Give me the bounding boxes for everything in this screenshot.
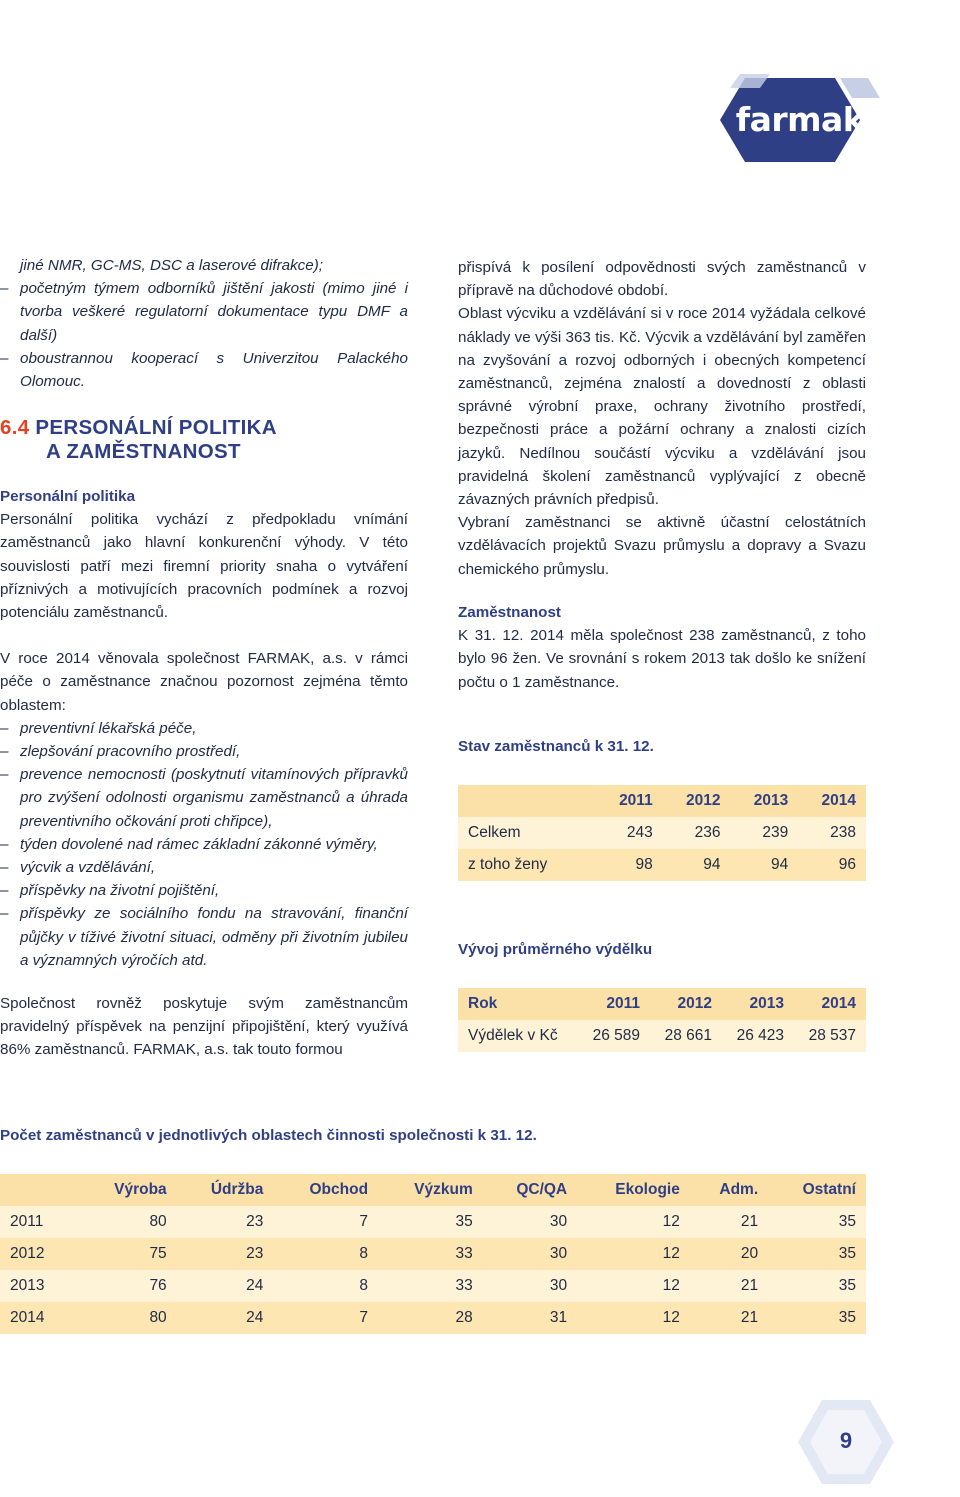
- table-cell: 35: [768, 1238, 866, 1270]
- table-cell: 24: [177, 1270, 274, 1302]
- table-cell: 26 423: [722, 1020, 794, 1052]
- table-cell: 12: [577, 1238, 690, 1270]
- table-cell: 12: [577, 1302, 690, 1334]
- table-header-cell: Výroba: [80, 1174, 177, 1206]
- paragraph: Oblast výcviku a vzdělávání si v roce 2014 vyžádala celkové náklady ve výši 363 tis. Kč. Výcvik a vzdělávání byl zaměřen na zvyšování a rozvoj odborných i obecných kompetencí zaměstnanců, zejména znalostí a dovedností z oblasti správné výrobní praxe, ochrany životního prostředí, bezpečnosti práce a požární ochrany a znalosti cizích jazyků. Nedílnou součástí výcviku a vzdělávání jsou pravidelná školení zaměstnanců vyplývající z obecně závazných právních předpisů.: [458, 305, 866, 509]
- table-header-cell: 2013: [722, 988, 794, 1020]
- table-cell: 35: [768, 1206, 866, 1238]
- table-cell: 31: [483, 1302, 577, 1334]
- table-header-cell: 2014: [798, 785, 866, 817]
- table-cell: 94: [663, 849, 731, 881]
- table-cell: 8: [273, 1270, 378, 1302]
- table-cell: 28: [378, 1302, 483, 1334]
- table-cell: 21: [690, 1206, 768, 1238]
- table-row: [458, 817, 866, 849]
- table-cell: 21: [690, 1270, 768, 1302]
- table-header-cell: Ostatní: [768, 1174, 866, 1206]
- section-title-line2: A ZAMĚSTNANOST: [46, 440, 241, 463]
- table-header-cell: Adm.: [690, 1174, 768, 1206]
- table-cell: 28 661: [650, 1020, 722, 1052]
- farmak-logo: [700, 70, 880, 170]
- table-header-row: [458, 785, 866, 817]
- list-item: – příspěvky na životní pojištění,: [0, 879, 408, 902]
- table-cell: 30: [483, 1270, 577, 1302]
- table-cell: 236: [663, 817, 731, 849]
- table-cell: 33: [378, 1270, 483, 1302]
- list-item: – týden dovolené nad rámec základní zákonné výměry,: [0, 833, 408, 856]
- table-cell: 7: [273, 1302, 378, 1334]
- table-cell: 2013: [0, 1270, 80, 1302]
- employment-text: K 31. 12. 2014 měla společnost 238 zaměstnanců, z toho bylo 96 žen. Ve srovnání s rokem 2013 tak došlo ke snížení počtu o 1 zaměstnance.: [458, 627, 866, 691]
- table-cell: 80: [80, 1206, 177, 1238]
- table-cell: Celkem: [458, 817, 596, 849]
- table-cell: 23: [177, 1206, 274, 1238]
- list-item: – prevence nemocnosti (poskytnutí vitamínových přípravků pro zvýšení odolnosti organismu zaměstnanců a úhrada preventivního očkování proti chřipce),: [0, 763, 408, 833]
- table-row: [0, 1270, 866, 1302]
- table-header-cell: QC/QA: [483, 1174, 577, 1206]
- left-list-continued: [0, 254, 408, 393]
- table-cell: 30: [483, 1238, 577, 1270]
- table-cell: 21: [690, 1302, 768, 1334]
- table-header-cell: Rok: [458, 988, 578, 1020]
- table-cell: 35: [768, 1270, 866, 1302]
- table-row: [0, 1302, 866, 1334]
- list-item: – zlepšování pracovního prostředí,: [0, 740, 408, 763]
- table-row: [0, 1238, 866, 1270]
- staff-table: [458, 785, 866, 881]
- list-item: – příspěvky ze sociálního fondu na stravování, finanční půjčky v tíživé životní situaci, odměny při životním jubileu a významných výročích atd.: [0, 902, 408, 972]
- table-header-cell: [0, 1174, 80, 1206]
- table-cell: 30: [483, 1206, 577, 1238]
- table-cell: 33: [378, 1238, 483, 1270]
- section-title-line1: PERSONÁLNÍ POLITIKA: [35, 416, 277, 439]
- table-header-row: [458, 988, 866, 1020]
- table-cell: 26 589: [578, 1020, 650, 1052]
- table-cell: 2014: [0, 1302, 80, 1334]
- table-cell: 75: [80, 1238, 177, 1270]
- table-cell: z toho ženy: [458, 849, 596, 881]
- table-cell: 12: [577, 1270, 690, 1302]
- list-item: – výcvik a vzdělávání,: [0, 856, 408, 879]
- employment-heading: Zaměstnanost: [458, 604, 561, 621]
- table-row: [458, 1020, 866, 1052]
- staff-table-title: Stav zaměstnanců k 31. 12.: [458, 738, 654, 755]
- table-header-cell: [458, 785, 596, 817]
- table-row: [458, 849, 866, 881]
- table-cell: 243: [596, 817, 663, 849]
- table-cell: 24: [177, 1302, 274, 1334]
- table-cell: 23: [177, 1238, 274, 1270]
- paragraph: přispívá k posílení odpovědnosti svých zaměstnanců v přípravě na důchodové období.: [458, 259, 866, 300]
- table-header-cell: 2013: [730, 785, 798, 817]
- table-cell: 20: [690, 1238, 768, 1270]
- list-item: – preventivní lékařská péče,: [0, 717, 408, 740]
- table-header-cell: Obchod: [273, 1174, 378, 1206]
- table-cell: 94: [730, 849, 798, 881]
- dept-table: [0, 1174, 866, 1334]
- left-text-block: [0, 485, 408, 972]
- subheading: Personální politika: [0, 488, 136, 505]
- list-item: – početným týmem odborníků jištění jakosti (mimo jiné i tvorba veškeré regulatorní dokumentace typu DMF a další): [0, 277, 408, 347]
- paragraph: Společnost rovněž poskytuje svým zaměstnancům pravidelný příspěvek na penzijní připojištění, který využívá 86% zaměstnanců. FARMAK, a.s. tak touto formou: [0, 995, 408, 1059]
- wage-table: [458, 988, 866, 1052]
- right-text-block: [458, 256, 866, 581]
- table-header-cell: 2012: [650, 988, 722, 1020]
- table-header-cell: 2014: [794, 988, 866, 1020]
- table-row: [0, 1206, 866, 1238]
- table-cell: 7: [273, 1206, 378, 1238]
- logo-text: farmak: [735, 100, 865, 139]
- paragraph: Personální politika vychází z předpokladu vnímání zaměstnanců jako hlavní konkurenční výhody. V této souvislosti patří mezi firemní priority snaha o vytváření příznivých a motivujících pracovních podmínek a rozvoj potenciálu zaměstnanců.: [0, 511, 408, 622]
- dept-table-title: Počet zaměstnanců v jednotlivých oblastech činnosti společnosti k 31. 12.: [0, 1127, 537, 1144]
- section-heading: [0, 416, 420, 464]
- care-areas-list: [0, 717, 408, 972]
- table-cell: 2012: [0, 1238, 80, 1270]
- page-number: 9: [839, 1428, 853, 1453]
- table-cell: 35: [378, 1206, 483, 1238]
- table-cell: 28 537: [794, 1020, 866, 1052]
- table-cell: 8: [273, 1238, 378, 1270]
- table-cell: 238: [798, 817, 866, 849]
- table-cell: 239: [730, 817, 798, 849]
- table-header-cell: 2011: [596, 785, 663, 817]
- paragraph: Vybraní zaměstnanci se aktivně účastní celostátních vzdělávacích projektů Svazu průmyslu a dopravy a Svazu chemického průmyslu.: [458, 514, 866, 578]
- left-paragraph-pension: [0, 992, 408, 1062]
- paragraph: V roce 2014 věnovala společnost FARMAK, a.s. v rámci péče o zaměstnance značnou pozornost zejména těmto oblastem:: [0, 650, 408, 714]
- table-cell: 35: [768, 1302, 866, 1334]
- table-header-cell: Výzkum: [378, 1174, 483, 1206]
- list-item: jiné NMR, GC-MS, DSC a laserové difrakce);: [20, 257, 323, 274]
- table-header-cell: Ekologie: [577, 1174, 690, 1206]
- table-cell: 12: [577, 1206, 690, 1238]
- section-number: 6.4: [0, 416, 30, 439]
- page-number-badge: [790, 1392, 902, 1492]
- table-cell: 80: [80, 1302, 177, 1334]
- table-header-cell: 2012: [663, 785, 731, 817]
- table-header-row: [0, 1174, 866, 1206]
- table-header-cell: Údržba: [177, 1174, 274, 1206]
- employment-block: [458, 601, 866, 694]
- wage-table-title: Vývoj průměrného výdělku: [458, 941, 653, 958]
- table-cell: 76: [80, 1270, 177, 1302]
- table-cell: Výdělek v Kč: [458, 1020, 578, 1052]
- table-cell: 96: [798, 849, 866, 881]
- list-item: – oboustrannou kooperací s Univerzitou Palackého Olomouc.: [0, 347, 408, 393]
- table-cell: 98: [596, 849, 663, 881]
- table-header-cell: 2011: [578, 988, 650, 1020]
- table-cell: 2011: [0, 1206, 80, 1238]
